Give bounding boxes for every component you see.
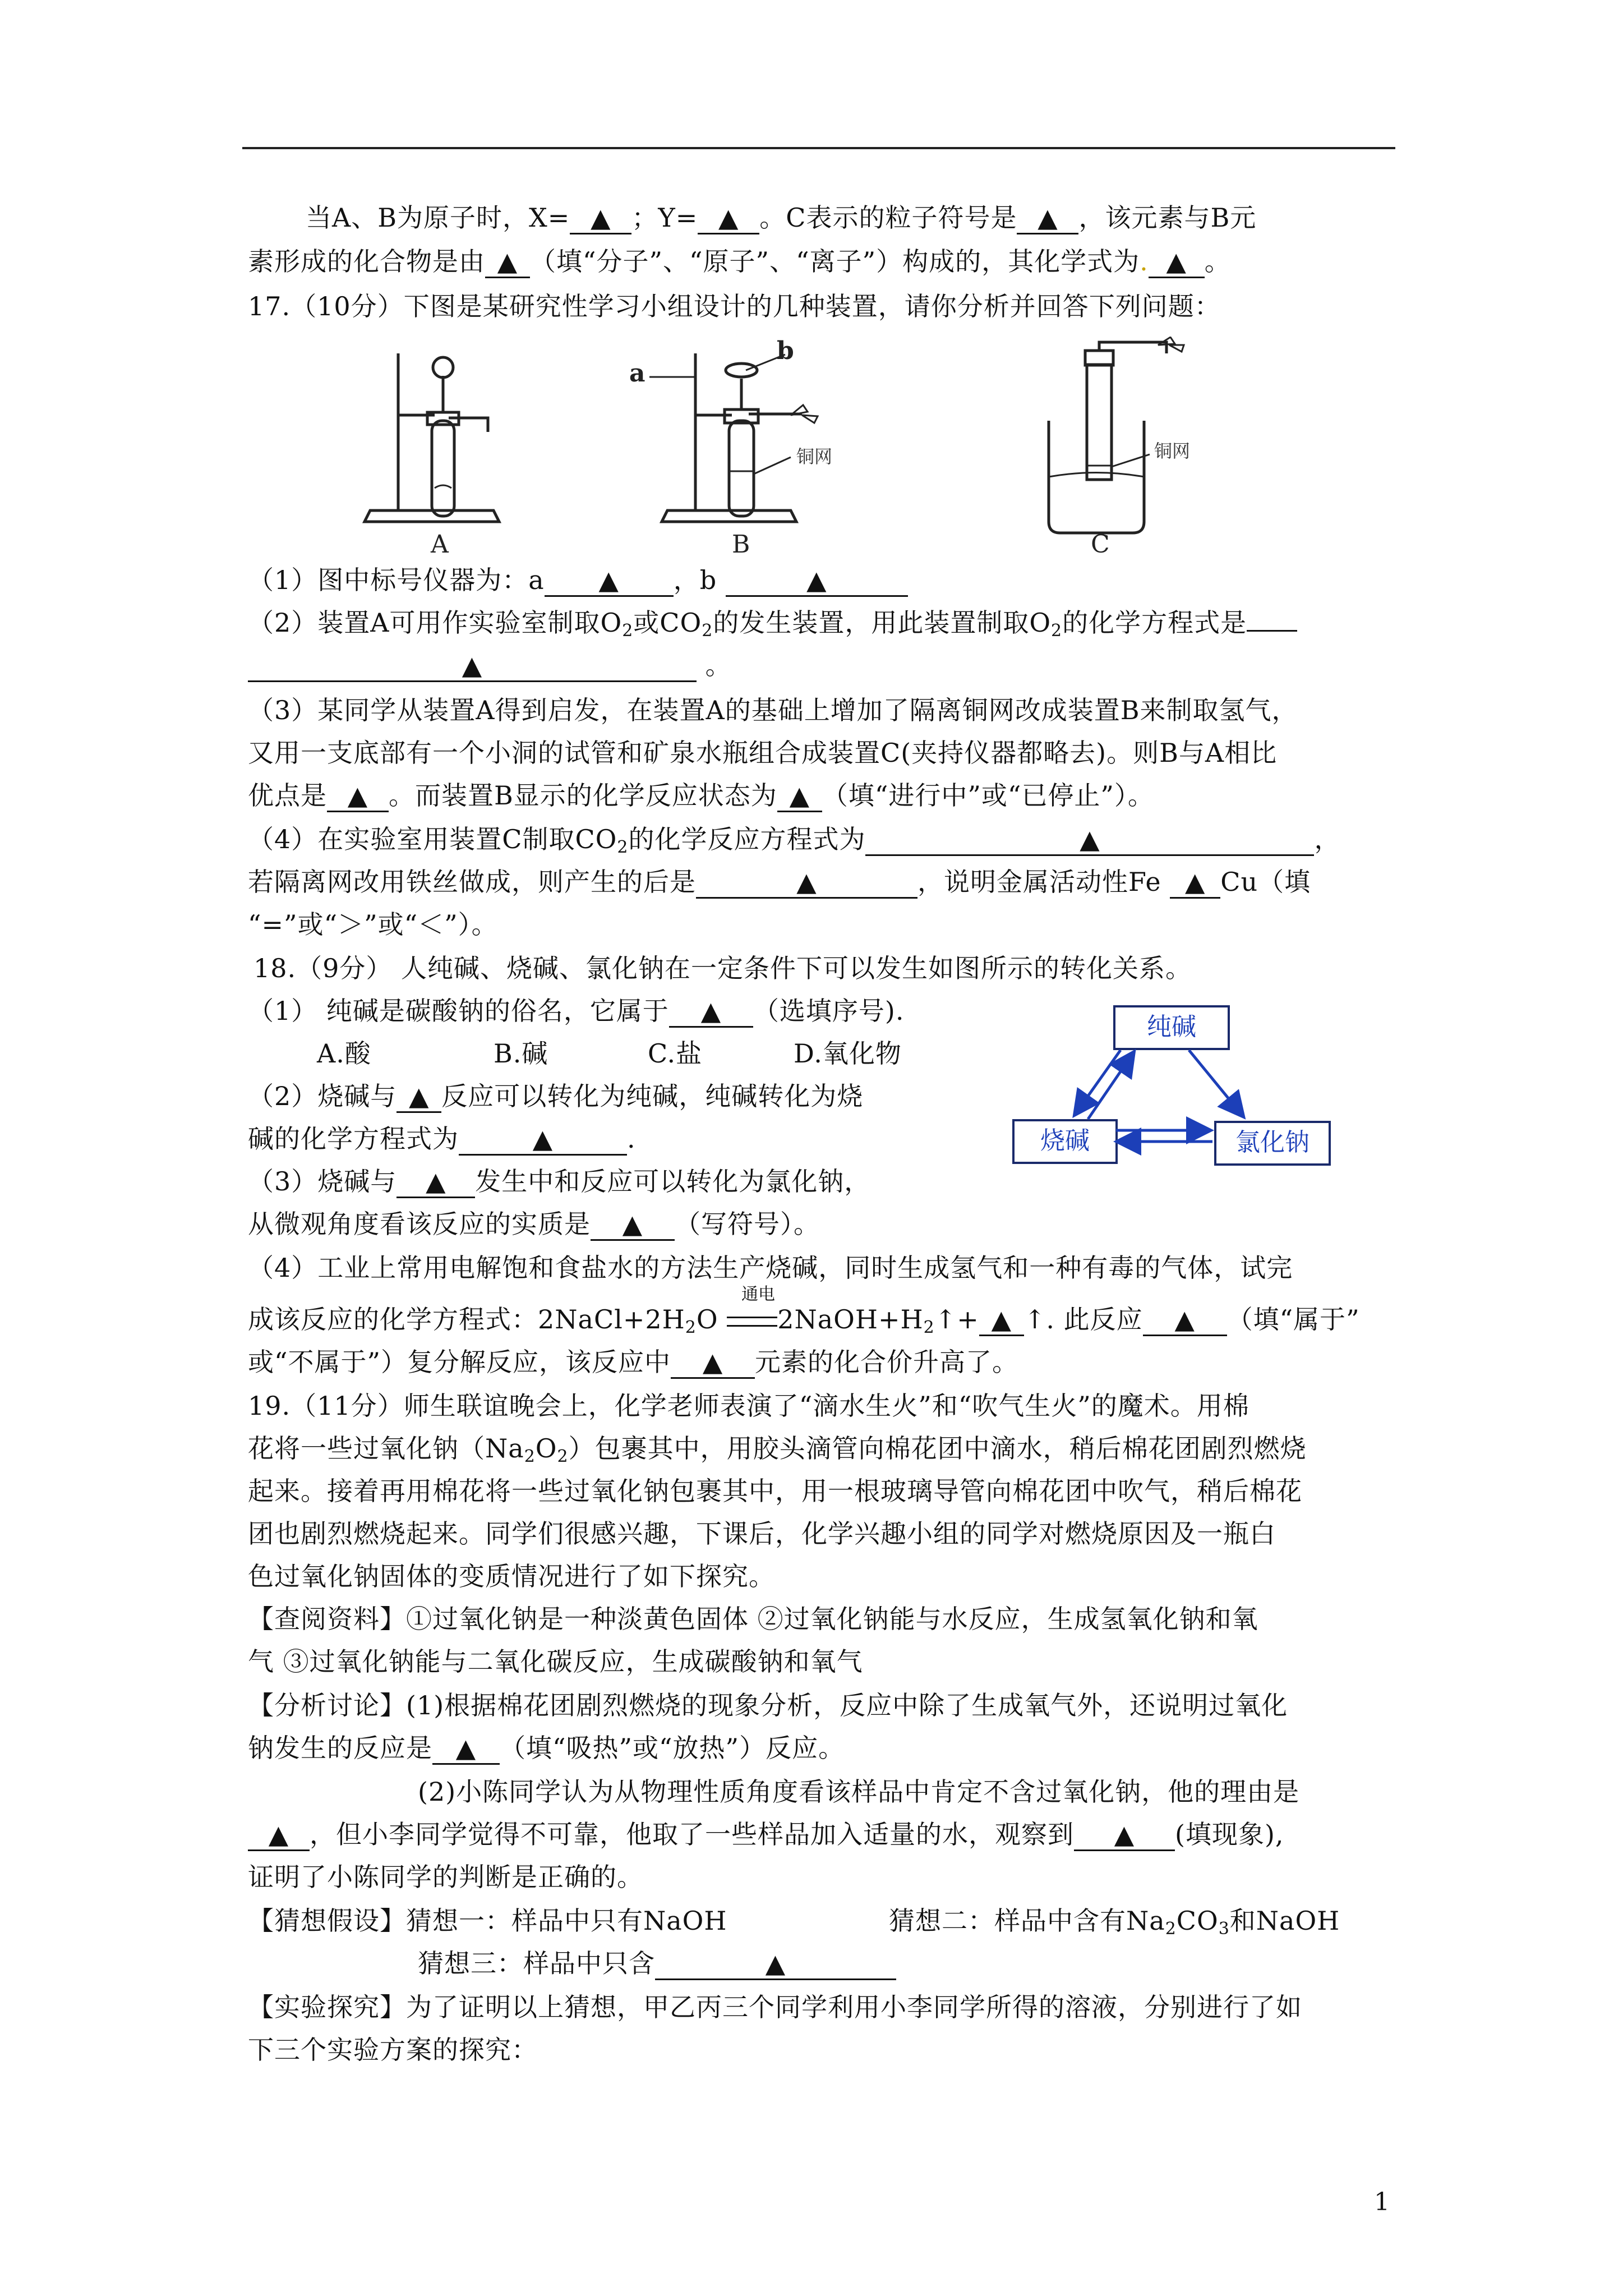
label-b: b [777, 337, 794, 365]
q19-discussion-l1: 【分析讨论】(1)根据棉花团剧烈燃烧的现象分析，反应中除了生成氧气外，还说明过氧化 [248, 1690, 1288, 1720]
blank-activity-compare[interactable]: ▲ [1170, 867, 1220, 899]
q18-part-1: （1） 纯碱是碳酸钠的俗名，它属于 ▲ （选填序号). [248, 994, 1420, 1028]
blank-x[interactable]: ▲ [570, 203, 631, 234]
blank-reactant-2[interactable]: ▲ [396, 1166, 475, 1198]
blank-instrument-a[interactable]: ▲ [545, 565, 674, 597]
page-number: 1 [1374, 2188, 1390, 2216]
q18-part-4-l1: （4）工业上常用电解饱和食盐水的方法生产烧碱，同时生成氢气和一种有毒的气体，试完 [248, 1253, 1293, 1283]
q17-part-3-l1: （3）某同学从装置A得到启发，在装置A的基础上增加了隔离铜网改成装置B来制取氢气， [248, 695, 1298, 725]
q19-discussion-l2: 钠发生的反应是 ▲ （填“吸热”或“放热”）反应。 [248, 1731, 1420, 1765]
blank-formula[interactable]: ▲ [1149, 246, 1205, 278]
blank-ions[interactable]: ▲ [591, 1209, 675, 1241]
q19-hypothesis-2: 猜想二：样品中含有$Na_2CO_3$和NaOH [889, 1906, 1340, 1939]
q18-part-4-l3: 或“不属于”）复分解反应，该反应中 ▲ 元素的化合价升高了。 [248, 1345, 1420, 1379]
q19-line-1: 19.（11分）师生联谊晚会上，化学老师表演了“滴水生火”和“吹气生火”的魔术。用棉 [248, 1391, 1249, 1421]
q18-option-d: D.氧化物 [794, 1038, 902, 1069]
q18-part-3-l2: 从微观角度看该反应的实质是 ▲ （写符号）。 [248, 1207, 1420, 1241]
q19-line-4: 团也剧烈燃烧起来。同学们很感兴趣，下课后，化学兴趣小组的同学对燃烧原因及一瓶白 [248, 1519, 1276, 1549]
label-a: a [629, 359, 645, 388]
blank-hypothesis-3[interactable]: ▲ [655, 1948, 896, 1980]
q19-discussion-l5: 证明了小陈同学的判断是正确的。 [248, 1862, 643, 1892]
q18-option-a: A.酸 [317, 1038, 371, 1069]
caption-c: C [1091, 530, 1110, 558]
blank-element[interactable]: ▲ [671, 1347, 755, 1379]
electrolysis-condition: 通电 [741, 1285, 775, 1304]
node-soda-ash: 纯碱 [1113, 1005, 1230, 1050]
copper-mesh-label-c: 铜网 [1154, 440, 1191, 462]
q19-hypothesis-3: 猜想三：样品中只含 ▲ [418, 1947, 1590, 1980]
q19-experiment-l1: 【实验探究】为了证明以上猜想，甲乙丙三个同学利用小李同学所得的溶液，分别进行了如 [248, 1992, 1302, 2022]
blank-reason[interactable]: ▲ [248, 1819, 310, 1851]
blank-soda-equation[interactable]: ▲ [459, 1124, 627, 1156]
node-sodium-chloride: 氯化钠 [1214, 1121, 1331, 1166]
q19-line-5: 色过氧化钠固体的变质情况进行了如下探究。 [248, 1561, 775, 1591]
blank-belongs[interactable]: ▲ [1143, 1304, 1227, 1336]
q17-part-3-l3: 优点是 ▲ 。而装置B显示的化学反应状态为 ▲ （填“进行中”或“已停止”）。 [248, 779, 1420, 812]
q19-reference-l1: 【查阅资料】①过氧化钠是一种淡黄色固体 ②过氧化钠能与水反应，生成氢氧化钠和氧 [248, 1604, 1258, 1634]
q19-discussion-l3: (2)小陈同学认为从物理性质角度看该样品中肯定不含过氧化钠，他的理由是 [418, 1777, 1300, 1807]
blank-advantage[interactable]: ▲ [327, 780, 389, 812]
q19-reference-l2: 气 ③过氧化钠能与二氧化碳反应，生成碳酸钠和氧气 [248, 1646, 863, 1677]
q18-option-b: B.碱 [494, 1038, 548, 1069]
blank-classification[interactable]: ▲ [669, 996, 753, 1028]
blank-co2-equation[interactable]: ▲ [865, 824, 1314, 856]
q17-part-2: （2）装置A可用作实验室制取$O_2$或$CO_2$的发生装置，用此装置制取$O_2$的化学方程式是 [248, 606, 1420, 639]
blank-phenomenon[interactable]: ▲ [1074, 1819, 1175, 1851]
caption-b: B [732, 530, 750, 558]
apparatus-c-drawing [1049, 337, 1184, 533]
blank-particle[interactable]: ▲ [485, 246, 530, 278]
q19-line-2: 花将一些过氧化钠$(Na_2O_2)$包裹其中，用胶头滴管向棉花团中滴水，稍后棉花团剧烈燃烧 [248, 1433, 1307, 1466]
blank-o2-equation[interactable]: ▲ [248, 650, 697, 682]
blank-consequence[interactable]: ▲ [696, 867, 917, 899]
blank-instrument-b[interactable]: ▲ [726, 565, 908, 597]
q18-part-4-l2: 成该反应的化学方程式：$2NaCl+2H_2O$ $2NaOH+H_2↑+$ ▲ ↑. 此反应 ▲ （填“属于” [248, 1304, 1360, 1337]
q18-header: 18.（9分） 人纯碱、烧碱、氯化钠在一定条件下可以发生如图所示的转化关系。 [253, 953, 1192, 983]
q18-part-2-l2: 碱的化学方程式为 ▲ . [248, 1122, 1420, 1156]
q19-experiment-l2: 下三个实验方案的探究： [248, 2035, 538, 2065]
blank-y[interactable]: ▲ [698, 203, 759, 234]
blank-reactant-1[interactable]: ▲ [396, 1081, 441, 1113]
apparatus-b-drawing [649, 353, 818, 522]
q18-diagram-arrows [1009, 1004, 1346, 1172]
q16-line-2: 素形成的化合物是由 ▲ （填“分子”、“原子”、“离子”）构成的，其化学式为. ▲ 。 [248, 245, 1420, 278]
q17-part-1: （1）图中标号仪器为：a ▲ ，b ▲ [248, 563, 1420, 597]
q17-part-4-l2: 若隔离网改用铁丝做成，则产生的后是 ▲ ，说明金属活动性Fe ▲ Cu（填 [248, 865, 1420, 899]
blank-toxic-gas[interactable]: ▲ [979, 1304, 1024, 1336]
blank-c-symbol[interactable]: ▲ [1017, 203, 1078, 234]
q17-part-4-l1: （4）在实验室用装置C制取$CO_2$的化学反应方程式为 ▲ ， [248, 824, 1341, 857]
q17-header: 17.（10分）下图是某研究性学习小组设计的几种装置，请你分析并回答下列问题： [248, 291, 1221, 321]
caption-a: A [431, 530, 449, 558]
q18-part-2-l1: （2）烧碱与 ▲ 反应可以转化为纯碱，纯碱转化为烧 [248, 1079, 1420, 1113]
q18-option-c: C.盐 [648, 1038, 703, 1069]
header-rule [242, 147, 1395, 149]
q19-discussion-l4: ▲ ，但小李同学觉得不可靠，他取了一些样品加入适量的水，观察到 ▲ (填现象), [248, 1818, 1420, 1851]
q19-hypothesis-1: 【猜想假设】猜想一：样品中只有NaOH [248, 1906, 727, 1936]
q17-part-2-cont: ▲ 。 [248, 648, 1420, 682]
q17-part-4-l3: “=”或“＞”或“＜”）。 [248, 909, 498, 940]
blank-heat[interactable]: ▲ [432, 1733, 500, 1765]
node-caustic-soda: 烧碱 [1012, 1119, 1118, 1164]
q17-part-3-l2: 又用一支底部有一个小洞的试管和矿泉水瓶组合成装置C(夹持仪器都略去)。则B与A相比 [248, 738, 1278, 768]
q19-line-3: 起来。接着再用棉花将一些过氧化钠包裹其中，用一根玻璃导管向棉花团中吹气，稍后棉花 [248, 1476, 1302, 1506]
q18-part-3-l1: （3）烧碱与 ▲ 发生中和反应可以转化为氯化钠， [248, 1165, 1420, 1198]
reaction-equals-sign [727, 1317, 777, 1327]
q16-line-1: 当A、B为原子时，X= ▲ ；Y= ▲ 。C表示的粒子符号是 ▲ ，该元素与B元 [306, 201, 1478, 234]
apparatus-a-drawing [365, 353, 499, 522]
q17-apparatus-figure [359, 337, 1256, 558]
copper-mesh-label-b: 铜网 [796, 446, 833, 467]
blank-state[interactable]: ▲ [777, 780, 822, 812]
